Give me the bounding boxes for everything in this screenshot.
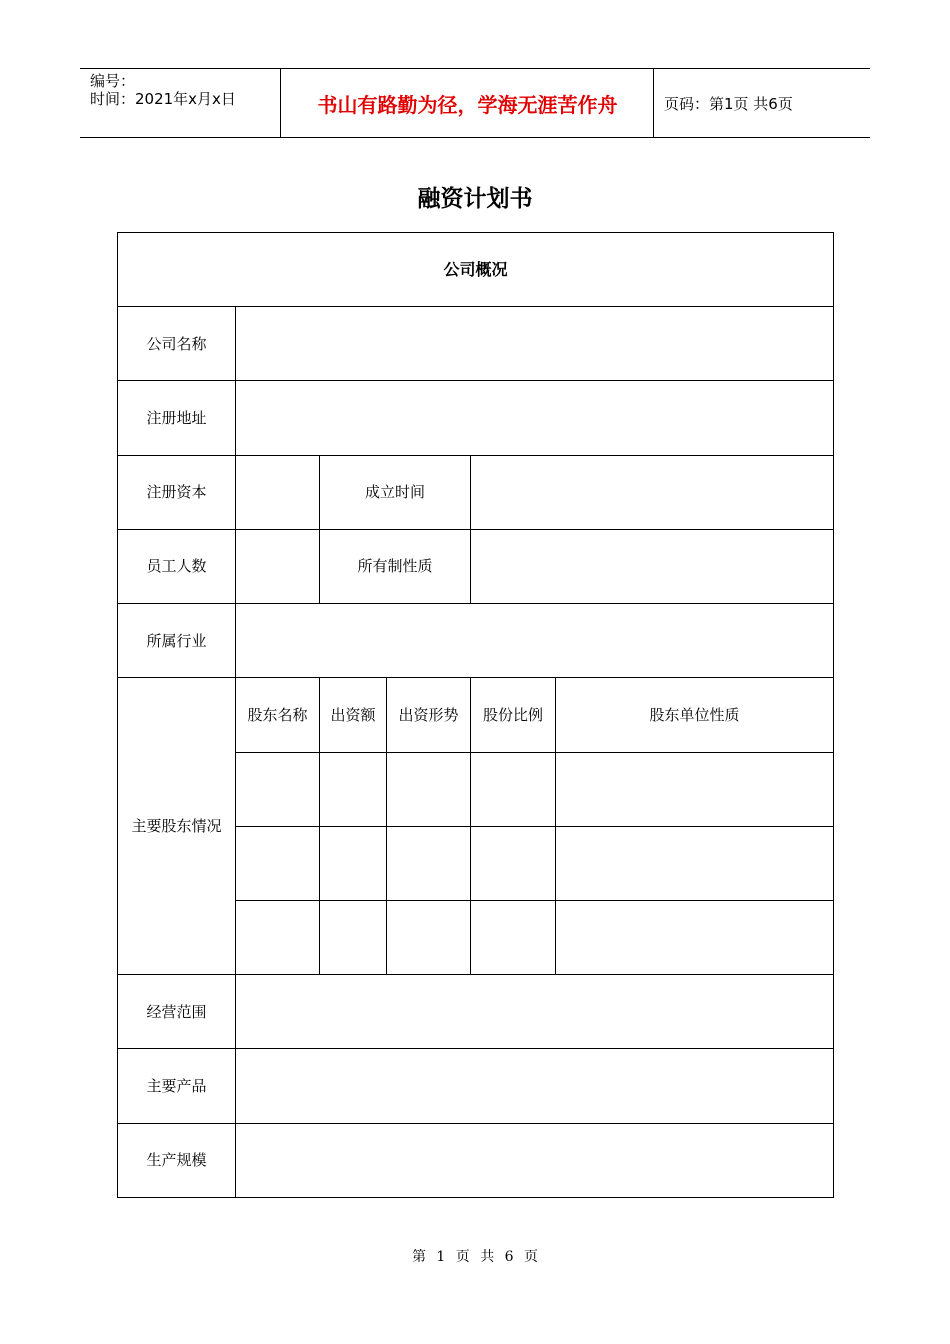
header-motto: 书山有路勤为径，学海无涯苦作舟 [282,69,654,137]
industry-field[interactable] [236,604,834,678]
sh-col-type: 股东单位性质 [556,678,834,752]
founded-label: 成立时间 [320,455,471,529]
production-scale-label: 生产规模 [118,1123,236,1197]
reg-capital-field[interactable] [236,455,320,529]
sh-col-amount: 出资额 [320,678,387,752]
company-overview-form [117,232,834,1198]
footer-part: 共 [480,1249,495,1265]
date-label: 时间：2021年x月x日 [90,90,236,108]
sh-cell[interactable] [236,826,320,900]
sh-cell[interactable] [387,752,471,826]
sh-cell[interactable] [387,826,471,900]
main-products-field[interactable] [236,1049,834,1123]
sh-cell[interactable] [556,826,834,900]
sh-cell[interactable] [236,900,320,974]
business-scope-label: 经营范围 [118,975,236,1049]
sh-col-ratio: 股份比例 [471,678,556,752]
document-header [80,68,870,138]
sh-cell[interactable] [320,826,387,900]
ownership-field[interactable] [471,529,834,603]
page-footer [0,1246,950,1266]
number-label: 编号： [90,72,136,90]
footer-part: 页 [455,1249,470,1265]
company-name-label: 公司名称 [118,307,236,381]
employees-field[interactable] [236,529,320,603]
sh-cell[interactable] [320,752,387,826]
reg-address-label: 注册地址 [118,381,236,455]
sh-cell[interactable] [387,900,471,974]
sh-cell[interactable] [236,752,320,826]
shareholders-label: 主要股东情况 [118,678,236,975]
reg-capital-label: 注册资本 [118,455,236,529]
sh-cell[interactable] [471,826,556,900]
founded-field[interactable] [471,455,834,529]
sh-col-form: 出资形势 [387,678,471,752]
employees-label: 员工人数 [118,529,236,603]
ownership-label: 所有制性质 [320,529,471,603]
reg-address-field[interactable] [236,381,834,455]
sh-cell[interactable] [556,752,834,826]
section-title: 公司概况 [118,233,834,307]
company-name-field[interactable] [236,307,834,381]
footer-current-page: 1 [436,1249,446,1265]
sh-cell[interactable] [471,752,556,826]
footer-total-pages: 6 [504,1249,514,1265]
industry-label: 所属行业 [118,604,236,678]
sh-col-name: 股东名称 [236,678,320,752]
sh-cell[interactable] [556,900,834,974]
header-page-info: 页码：第1页 共6页 [664,94,793,113]
main-products-label: 主要产品 [118,1049,236,1123]
footer-part: 页 [524,1249,539,1265]
footer-part: 第 [411,1249,426,1265]
sh-cell[interactable] [471,900,556,974]
production-scale-field[interactable] [236,1123,834,1197]
header-meta [80,69,281,137]
document-title: 融资计划书 [417,185,533,212]
sh-cell[interactable] [320,900,387,974]
business-scope-field[interactable] [236,975,834,1049]
